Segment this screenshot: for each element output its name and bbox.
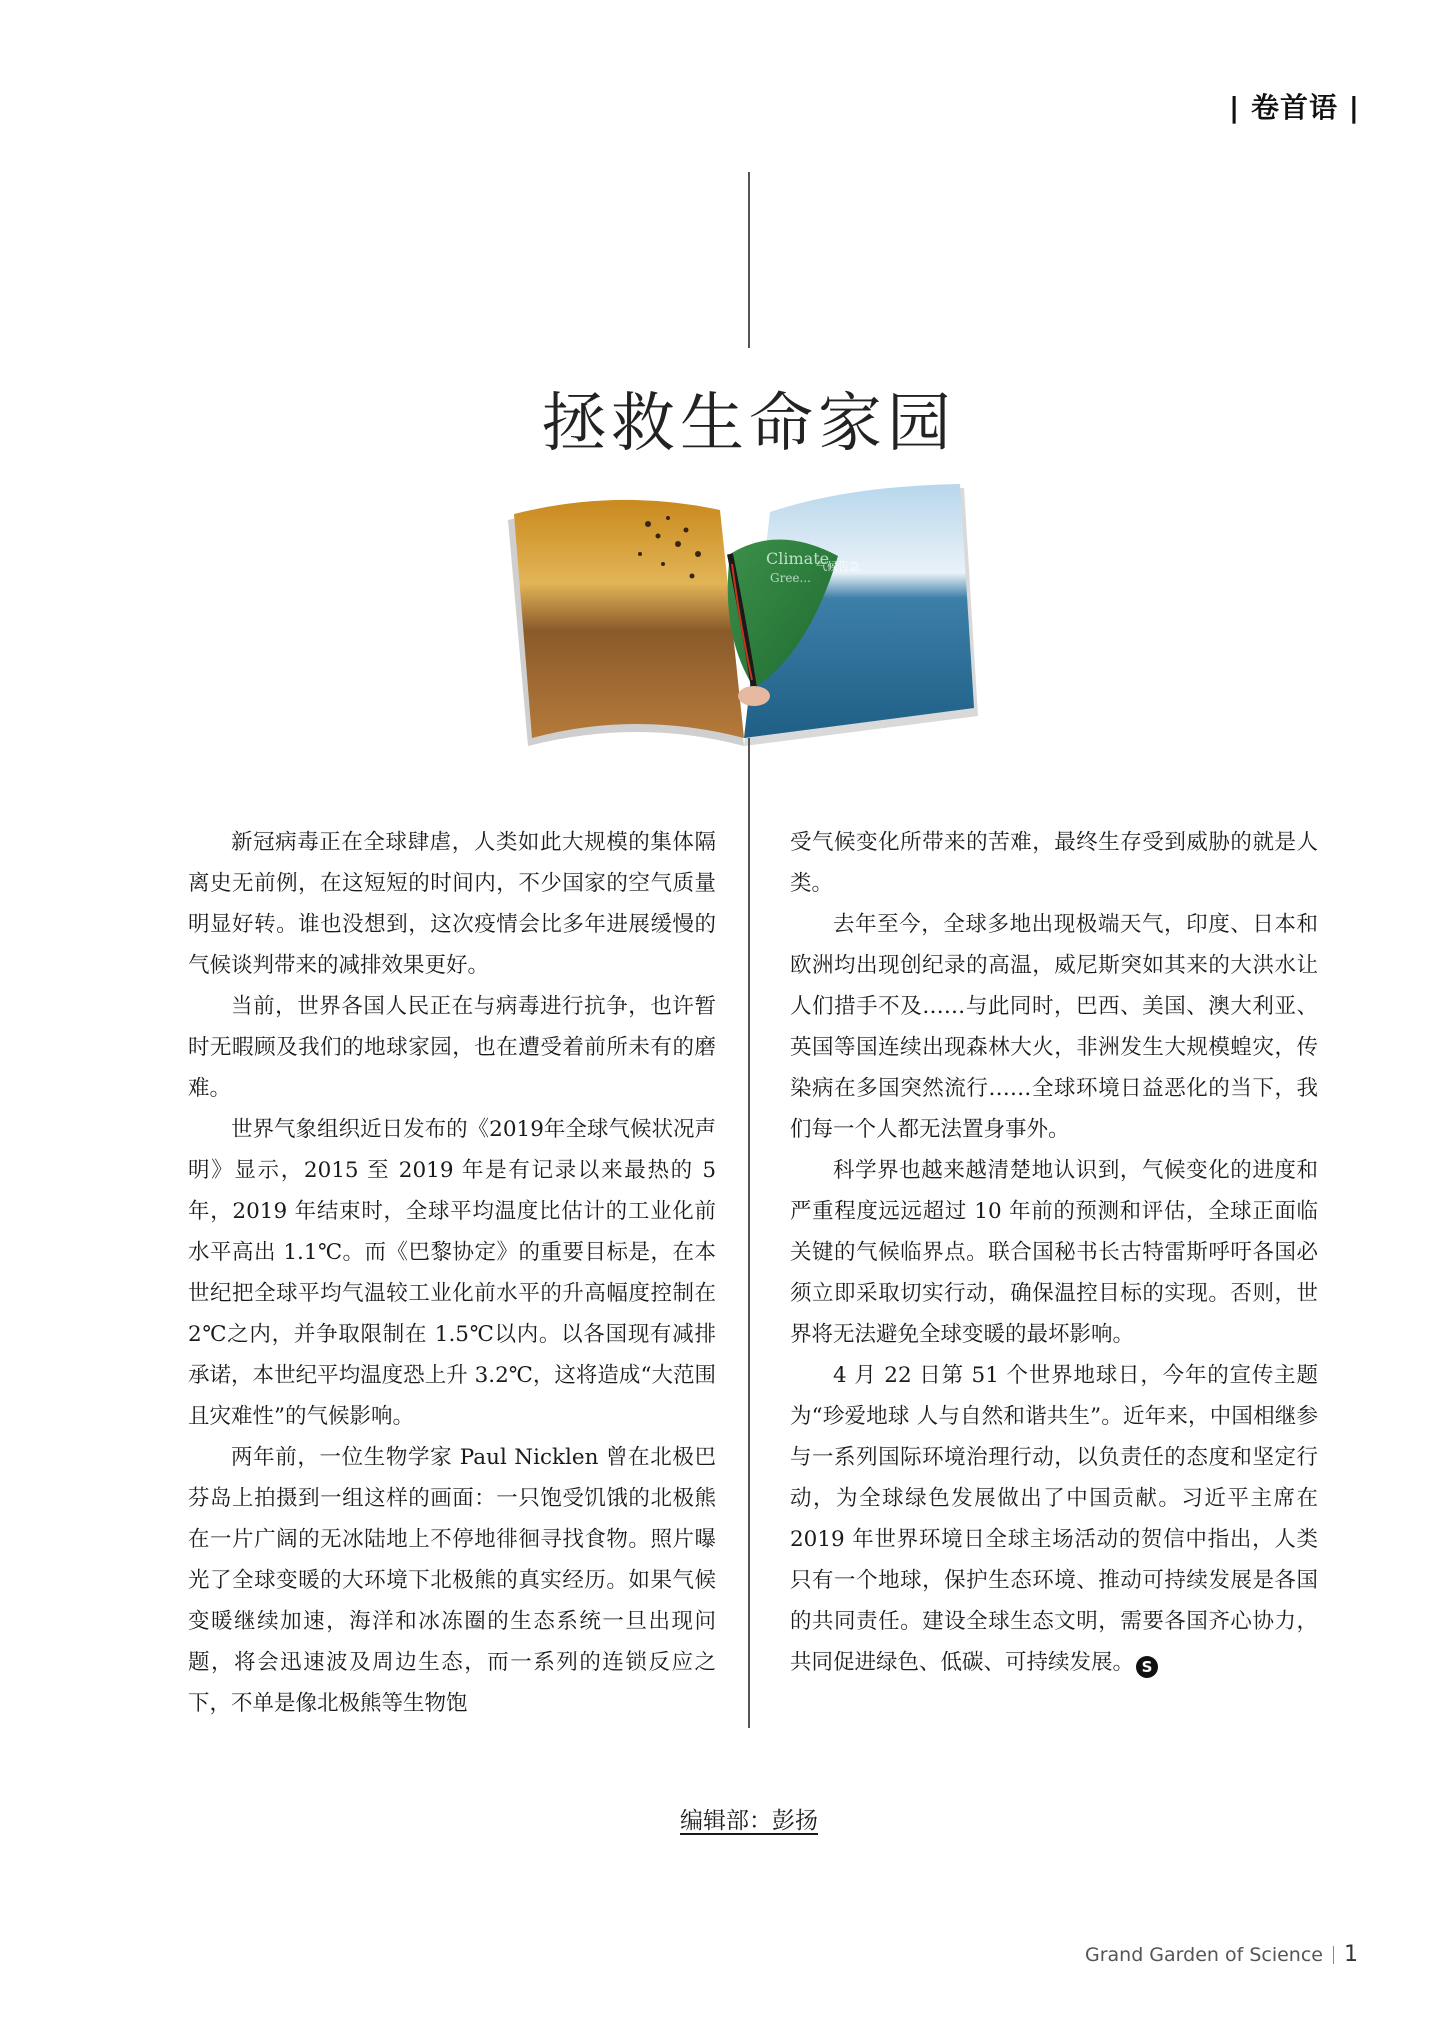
paragraph-final [790, 1355, 1318, 1683]
section-tag: | 卷首语 | [1229, 91, 1360, 124]
article-column-right [790, 822, 1318, 1683]
final-paragraph-text: 4 月 22 日第 51 个世界地球日，今年的宣传主题为“珍爱地球 人与自然和谐共生”。近年来，中国相继参与一系列国际环境治理行动，以负责任的态度和坚定行动，为全球绿色发展做出了中国贡献。习近平主席在 2019 年世界环境日全球主场活动的贺信中指出，人类只有一个地球，保护生态环境、推动可持续发展是各国的共同责任。建设全球生态文明，需要各国齐心协力，共同促进绿色、低碳、可持续发展。 [790, 1363, 1318, 1675]
paragraph: 新冠病毒正在全球肆虐，人类如此大规模的集体隔离史无前例，在这短短的时间内，不少国家的空气质量明显好转。谁也没想到，这次疫情会比多年进展缓慢的气候谈判带来的减排效果更好。 [188, 830, 716, 978]
paragraph-continued: 受气候变化所带来的苦难，最终生存受到威胁的就是人类。 [790, 830, 1318, 896]
paragraph: 两年前，一位生物学家 Paul Nicklen 曾在北极巴芬岛上拍摄到一组这样的画面：一只饱受饥饿的北极熊在一片广阔的无冰陆地上不停地徘徊寻找食物。照片曝光了全球变暖的大环境下北极熊的真实经历。如果气候变暖继续加速，海洋和冰冻圈的生态系统一旦出现问题，将会迅速波及周边生态，而一系列的连锁反应之下，不单是像北极熊等生物饱 [188, 1445, 716, 1716]
paragraph: 世界气象组织近日发布的《2019年全球气候状况声明》显示，2015 至 2019 年是有记录以来最热的 5 年，2019 年结束时，全球平均温度比估计的工业化前水平高出 1.1℃。而《巴黎协定》的重要目标是，在本世纪把全球平均气温较工业化前水平的升高幅度控制在 2℃之内，并争取限制在 1.5℃以内。以各国现有减排承诺，本世纪平均温度恐上升 3.2℃，这将造成“大范围且灾难性”的气候影响。 [188, 1117, 716, 1429]
paragraph: 科学界也越来越清楚地认识到，气候变化的进度和严重程度远远超过 10 年前的预测和评估，全球正面临关键的气候临界点。联合国秘书长古特雷斯呼吁各国必须立即采取切实行动，确保温控目标的实现。否则，世界将无法避免全球变暖的最坏影响。 [790, 1158, 1318, 1347]
end-mark-icon: S [1136, 1656, 1158, 1678]
figure-caption-3: 气候告急 [816, 560, 860, 573]
page-number: 1 [1344, 1942, 1358, 1967]
journal-name: Grand Garden of Science [1084, 1943, 1323, 1966]
paragraph: 当前，世界各国人民正在与病毒进行抗争，也许暂时无暇顾及我们的地球家园，也在遭受着前所未有的磨难。 [188, 994, 716, 1101]
divider-top [748, 172, 750, 348]
footer-divider [1333, 1946, 1334, 1964]
article-column-left [188, 822, 716, 1724]
open-magazine-illustration [508, 484, 988, 764]
figure-caption-2: Gree... [770, 571, 811, 585]
paragraph: 去年至今，全球多地出现极端天气，印度、日本和欧洲均出现创纪录的高温，威尼斯突如其来的大洪水让人们措手不及……与此同时，巴西、美国、澳大利亚、英国等国连续出现森林大火，非洲发生大规模蝗灾，传染病在多国突然流行……全球环境日益恶化的当下，我们每一个人都无法置身事外。 [790, 912, 1318, 1142]
figure-caption-1: Climate [766, 549, 830, 568]
editor-credit [0, 1802, 1440, 1835]
page-footer [1085, 1942, 1358, 1967]
editor-credit-text: 编辑部：彭扬 [680, 1808, 818, 1834]
page-title: 拯救生命家园 [542, 387, 956, 461]
column-divider [748, 738, 750, 1728]
